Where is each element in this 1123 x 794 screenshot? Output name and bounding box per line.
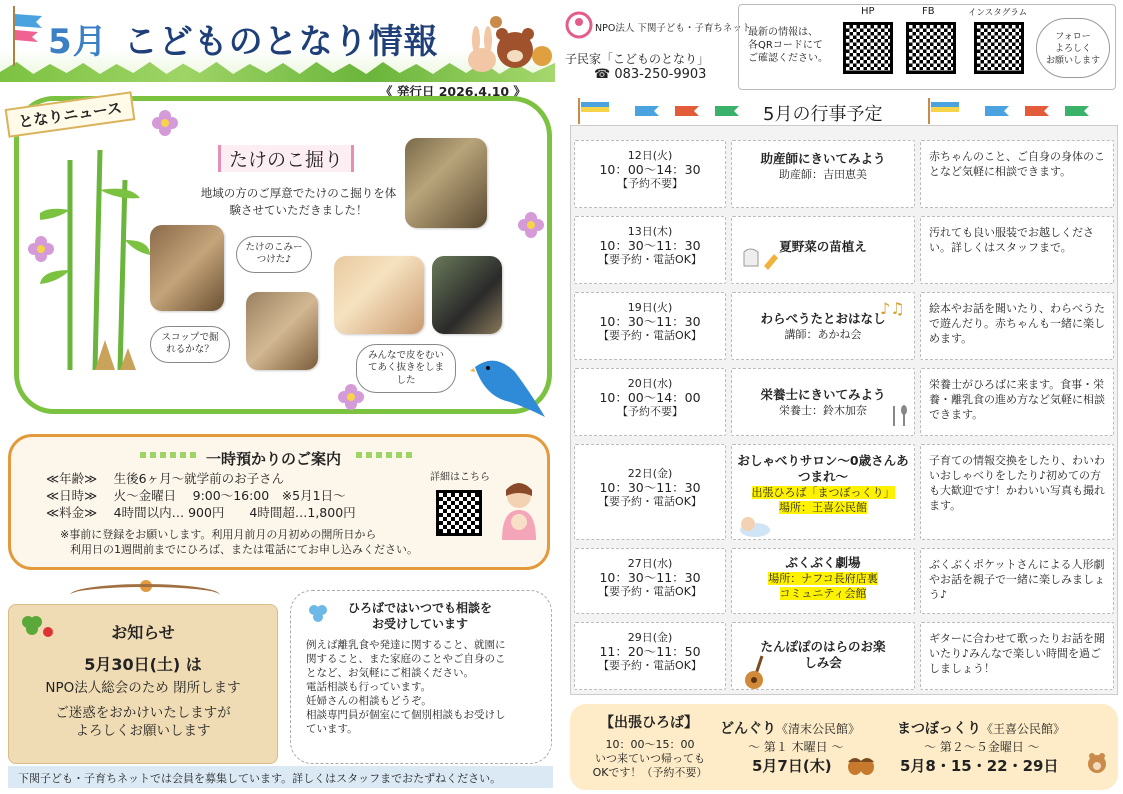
schedule-time: 10：00〜14：30 [599, 162, 701, 177]
schedule-event-cell [731, 548, 915, 614]
consultation-line: 関すること、また家庭のことやご自身のこ [306, 653, 506, 665]
publish-date: 《 発行日 2026.4.10 》 [380, 84, 526, 99]
schedule-title: 5月の行事予定 [763, 104, 883, 125]
notice-closed: NPO法人総会のため 閉所します [45, 680, 241, 696]
follow-line: よろしく [1054, 44, 1091, 54]
flower-icon [152, 110, 178, 140]
gloves-icon [742, 244, 778, 278]
guitar-icon [742, 654, 772, 694]
outreach-name: まつぼっくり [897, 721, 981, 737]
string-decoration [70, 584, 220, 606]
follow-bubble [1036, 18, 1110, 78]
photo-digging [405, 138, 487, 228]
notice-date: 5月30日(土) は [84, 655, 202, 674]
schedule-date-cell [574, 444, 726, 540]
outreach-title: 【出張ひろば】 [600, 715, 698, 731]
schedule-date: 27日(水) [627, 557, 673, 570]
schedule-date: 29日(金) [627, 631, 673, 644]
outreach-venue: 《清末公民館》 [776, 722, 861, 736]
schedule-event: 夏野菜の苗植え [779, 239, 867, 254]
outreach-location-2 [897, 718, 1065, 738]
title-month: 5月 [48, 22, 108, 62]
schedule-reservation: 【要予約・電話OK】 [598, 585, 702, 598]
schedule-reservation: 【予約不要】 [617, 177, 683, 190]
squirrel-icon [1083, 748, 1113, 782]
svg-text:♪♫: ♪♫ [880, 299, 905, 318]
schedule-location: 場所：王喜公民館 [779, 501, 867, 514]
schedule-date-cell [574, 292, 726, 360]
page-title [48, 14, 439, 63]
outreach-date: 5月8・15・22・29日 [900, 757, 1059, 775]
news-tag: となりニュース [5, 91, 136, 138]
childcare-note-line: ※事前に登録をお願いします。利用月前月の月初めの開所日から [60, 528, 377, 541]
flower-icon [338, 384, 364, 414]
schedule-row [570, 364, 1118, 440]
schedule-time: 10：00〜14：00 [599, 390, 701, 405]
npo-name: NPO法人 下関子ども・子育ちネット [595, 23, 752, 34]
schedule-row [570, 288, 1118, 364]
event-description: 地域の方のご厚意でたけのこ掘りを体験させていただきました！ [200, 186, 397, 217]
consultation-body [306, 638, 546, 736]
schedule-date: 13日(木) [627, 225, 673, 238]
schedule-event: わらべうたとおはなし [760, 311, 886, 326]
npo-logo-icon [564, 10, 594, 44]
consultation-title [300, 600, 540, 632]
speech-bubble: みんなで皮をむいてあく抜きをしました [356, 344, 456, 393]
consultation-line: 相談専門員が個室にて個別相談もお受けし [306, 709, 506, 721]
schedule-reservation: 【予約不要】 [617, 405, 683, 418]
bird-icon [470, 352, 550, 426]
consultation-line: 妊婦さんの相談もどうぞ。 [306, 695, 432, 707]
schedule-location: コミュニティ会館 [779, 587, 867, 600]
facility-name: 子民家「こどものとなり」 [565, 52, 710, 66]
speech-bubble: たけのこみーつけた♪ [236, 236, 312, 273]
schedule-event-cell [731, 140, 915, 208]
schedule-row [570, 618, 1118, 694]
schedule-date: 19日(火) [627, 301, 673, 314]
notice-apology-line: よろしくお願いします [75, 723, 211, 739]
instagram-label: インスタグラム [968, 8, 1028, 18]
childcare-title: 一時預かりのご案内 [206, 450, 342, 468]
childcare-details [46, 470, 356, 521]
flower-icon [28, 236, 54, 266]
photo-peeling [334, 256, 424, 334]
notice-apology-line: ご迷惑をおかけいたしますが [55, 705, 231, 721]
event-title: たけのこ掘り [218, 145, 354, 172]
photo-child-bamboo [150, 225, 224, 311]
qr-note-line: ご確認ください。 [748, 53, 828, 64]
schedule-lecturer: 講師：あかね会 [784, 328, 862, 341]
outreach-time-line: 10：00〜15：00 [605, 738, 695, 751]
acorn-icon [845, 752, 875, 780]
koinobori-icon [8, 6, 48, 70]
qr-note-line: 最新の情報は、 [748, 27, 818, 38]
schedule-row [570, 136, 1118, 212]
notice-apology [8, 704, 278, 740]
schedule-description: ぶくぶくポケットさんによる人形劇やお話を親子で一緒に楽しみましょう♪ [920, 548, 1114, 614]
schedule-reservation: 【要予約・電話OK】 [598, 659, 702, 672]
consultation-line: ています。 [306, 723, 358, 735]
outreach-time-line: いつ来ていつ帰っても [595, 752, 705, 765]
outreach-weekday: 〜 第１ 木曜日 〜 [748, 740, 844, 754]
photo-boiling [432, 256, 502, 334]
follow-line: フォロー [1055, 32, 1091, 42]
schedule-lecturer: 助産師：吉田恵美 [779, 168, 867, 181]
schedule-date-cell [574, 622, 726, 690]
utensils-icon [888, 404, 912, 432]
leaf-decoration [356, 452, 416, 458]
qr-note-line: 各QRコードにて [748, 40, 823, 51]
childcare-fee: ≪料金≫ 4時間以内… 900円 4時間超…1,800円 [46, 505, 356, 520]
schedule-reservation: 【要予約・電話OK】 [598, 495, 702, 508]
notice-title: お知らせ [111, 623, 175, 642]
schedule-reservation: 【要予約・電話OK】 [598, 329, 702, 342]
outreach-date: 5月7日(木) [752, 757, 832, 775]
schedule-time: 10：30〜11：30 [599, 570, 701, 585]
qr-note [748, 26, 828, 65]
outreach-venue: 《王喜公民館》 [981, 722, 1066, 736]
schedule-time: 10：30〜11：30 [599, 480, 701, 495]
title-text: こどものとなり情報 [123, 22, 439, 62]
childcare-age: ≪年齢≫ 生後6ヶ月〜就学前のお子さん [46, 471, 285, 486]
schedule-row [570, 212, 1118, 288]
schedule-time: 11：20〜11：50 [599, 644, 701, 659]
schedule-description: 子育ての情報交換をしたり、わいわいおしゃべりをしたり♪初めての方も大歓迎です！かわいい写真も撮れます。 [920, 444, 1114, 540]
outreach-name: どんぐり [720, 721, 776, 737]
membership-footer: 下関子ども・子育ちネットでは会員を募集しています。詳しくはスタッフまでおたずねください。 [8, 766, 553, 788]
schedule-event: ぶくぶく劇場 [785, 555, 861, 570]
phone-number[interactable]: ☎ 083-250-9903 [594, 67, 707, 82]
details-label: 詳細はこちら [430, 472, 490, 483]
qr-code-hp[interactable] [843, 22, 893, 74]
schedule-time: 10：30〜11：30 [599, 314, 701, 329]
qr-code-instagram[interactable] [974, 22, 1024, 74]
animal-characters-icon [460, 8, 555, 82]
outreach-time [585, 738, 715, 780]
outreach-weekday: 〜 第２〜５金曜日 〜 [924, 740, 1040, 754]
mother-baby-icon [494, 480, 544, 544]
consultation-line: 電話相談も行っています。 [306, 681, 432, 693]
childcare-hours: ≪日時≫ 火〜金曜日 9:00〜16:00 ※5月1日〜 [46, 488, 346, 503]
schedule-date: 22日(金) [627, 467, 673, 480]
schedule-date-cell [574, 216, 726, 284]
schedule-event: おしゃべりサロン〜0歳さんあつまれ〜 [737, 453, 909, 484]
koinobori-row-icon [575, 98, 755, 128]
leaf-decoration [140, 452, 200, 458]
schedule-lecturer: 栄養士：鈴木加奈 [779, 404, 867, 417]
outreach-time-line: OKです！（予約不要） [592, 766, 708, 779]
qr-code-childcare[interactable] [436, 490, 482, 536]
schedule-description: 汚れても良い服装でお越しください。詳しくはスタッフまで。 [920, 216, 1114, 284]
schedule-date-cell [574, 368, 726, 436]
flower-icon [518, 212, 544, 242]
schedule-event: たんぽぽのはらのお楽しみ会 [760, 639, 886, 670]
fb-label: FB [922, 6, 935, 17]
speech-bubble: スコップで掘れるかな？ [150, 326, 230, 363]
consultation-title-line: お受けしています [371, 617, 468, 631]
schedule-reservation: 【要予約・電話OK】 [598, 253, 702, 266]
outreach-location-1 [720, 718, 860, 738]
photo-shovel [246, 292, 318, 370]
consultation-line: 例えば離乳食や発達に関すること、就園に [306, 639, 506, 651]
schedule-row [570, 440, 1118, 544]
follow-line: お願いします [1045, 56, 1100, 66]
schedule-row [570, 544, 1118, 618]
schedule-location: 場所：ナフコ長府店裏 [768, 572, 878, 585]
music-notes-icon [880, 298, 914, 322]
schedule-description: ギターに合わせて歌ったりお話を聞いたり♪みんなで楽しい時間を過ごしましょう！ [920, 622, 1114, 690]
schedule-event: 助産師にきいてみよう [760, 151, 886, 166]
koinobori-row-icon [925, 98, 1105, 128]
consultation-line: となど、お気軽にご相談ください。 [306, 667, 474, 679]
schedule-date-cell [574, 548, 726, 614]
schedule-date: 20日(水) [627, 377, 673, 390]
schedule-outreach-name: 出張ひろば「まつぼっくり」 [751, 486, 895, 499]
childcare-note-line: 利用日の1週間前までにひろば、または電話にてお申し込みください。 [70, 543, 418, 556]
bamboo-illustration [40, 150, 150, 374]
schedule-description: 赤ちゃんのこと、ご自身の身体のことなど気軽に相談できます。 [920, 140, 1114, 208]
consultation-title-line: ひろばではいつでも相談を [347, 601, 492, 615]
schedule-description: 栄養士がひろばに来ます。食事・栄養・離乳食の進め方など気軽に相談できます。 [920, 368, 1114, 436]
schedule-event: 栄養士にきいてみよう [760, 387, 886, 402]
childcare-note [60, 527, 418, 557]
qr-code-fb[interactable] [906, 22, 956, 74]
schedule-time: 10：30〜11：30 [599, 238, 701, 253]
schedule-description: 絵本やお話を聞いたり、わらべうたで遊んだり。赤ちゃんも一緒に楽しめます。 [920, 292, 1114, 360]
baby-icon [738, 512, 772, 542]
hp-label: HP [861, 6, 875, 17]
schedule-date: 12日(火) [627, 149, 673, 162]
schedule-date-cell [574, 140, 726, 208]
